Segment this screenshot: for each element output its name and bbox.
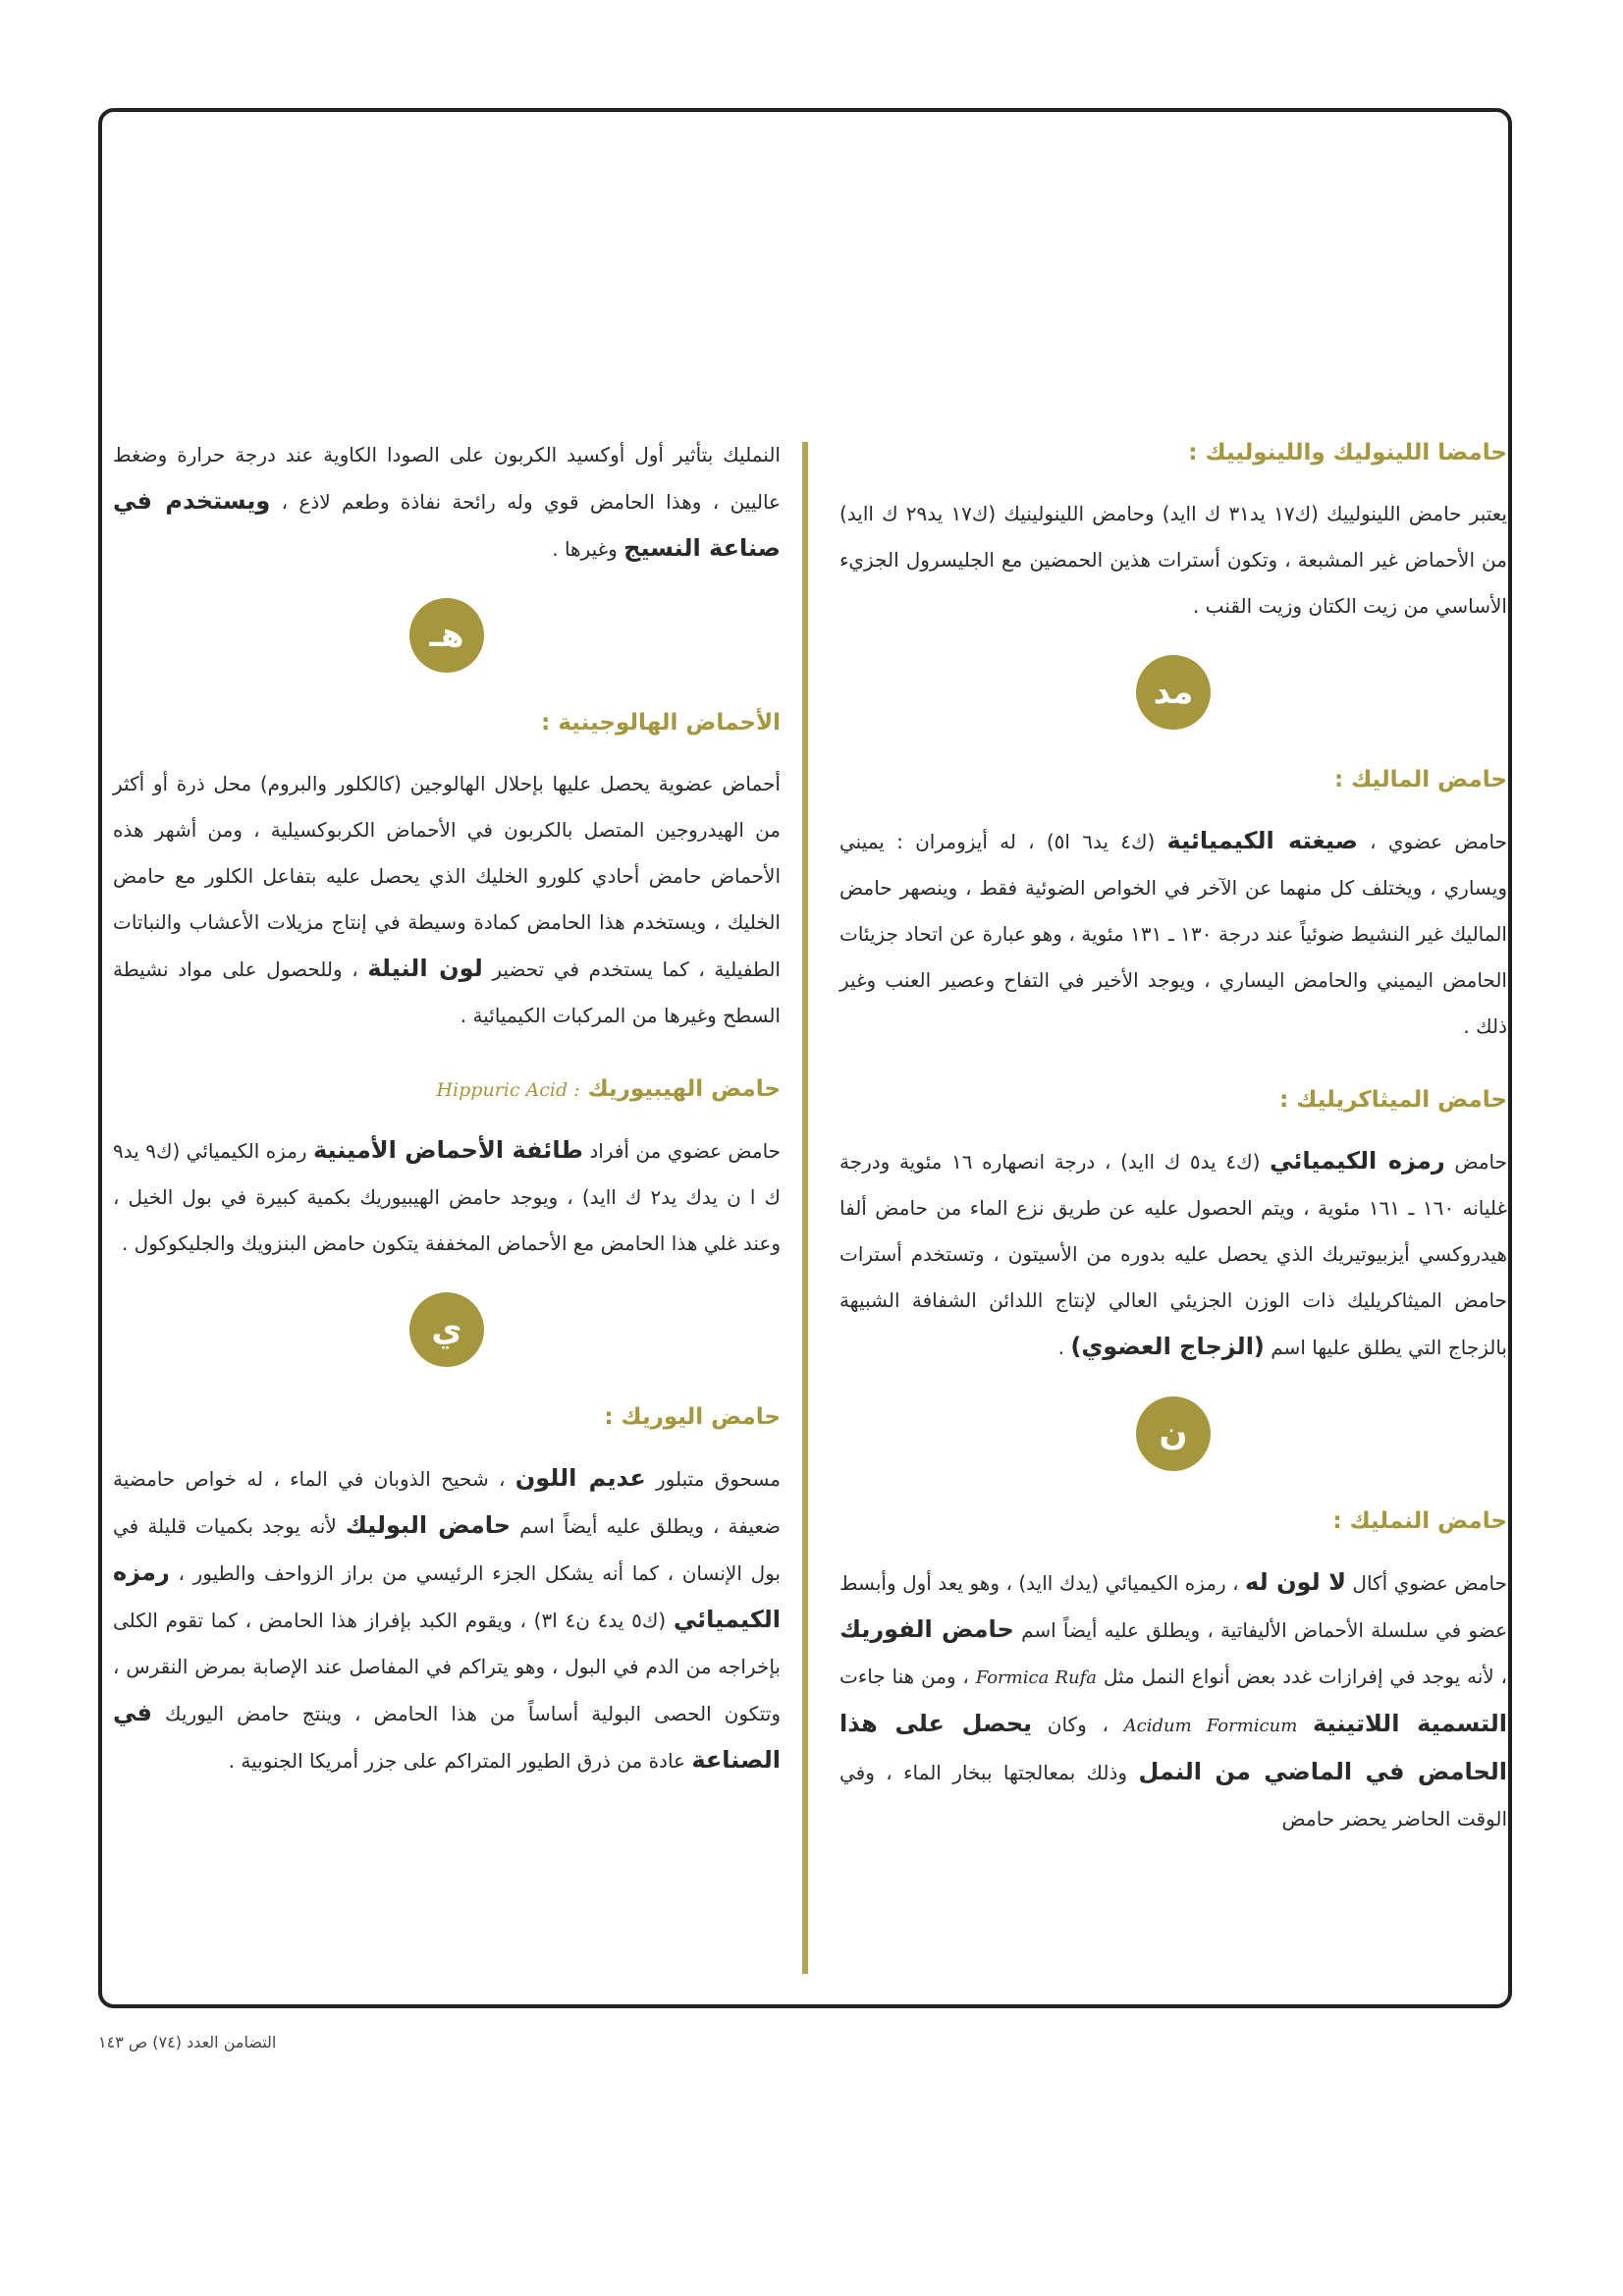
heading-formic: حامض النمليك : bbox=[1332, 1508, 1507, 1534]
heading-malic: حامض الماليك : bbox=[1333, 767, 1507, 793]
emblem-letter: ن bbox=[1159, 1414, 1188, 1453]
body-malic: حامض عضوي ، صيغته الكيميائية (ك٤ يد٦ ا٥) ، له أيزومران : يميني ويساري ، ويختلف كل منهما عن الآخر في الخواص الضوئية فقط ، وينصهر حامض الماليك غير النشيط ضوئياً عند درجة ١٣٠ ـ ١٣١ مئوية ، وهو عبارة عن اتحاد جزيئات الحامض اليميني والحامض اليساري ، ويوجد الأخير في التفاح وعصير العنب وغير ذلك . bbox=[839, 827, 1507, 1038]
section-emblem-icon bbox=[409, 598, 484, 673]
emblem-letter: هـ bbox=[429, 616, 464, 655]
heading-methacrylic: حامض الميثاكريليك : bbox=[1279, 1087, 1507, 1113]
emblem-letter: ي bbox=[431, 1310, 462, 1349]
left-column bbox=[113, 432, 781, 1784]
body-halogen-acids: أحماض عضوية يحصل عليها بإحلال الهالوجين (كالكلور والبروم) محل ذرة أو أكثر من الهيدروجين المتصل بالكربون في الأحماض الكربوكسيلية ، ومن أشهر هذه الأحماض حامض أحادي كلورو الخليك الذي يحصل عليه بتفاعل الكلور مع حامض الخليك ، ويستخدم هذا الحامض كمادة وسيطة في إنتاج مزيلات الأعشاب والنباتات الطفيلية ، كما يستخدم في تحضير لون النيلة ، وللحصول على مواد نشيطة السطح وغيرها من المركبات الكيميائية . bbox=[113, 772, 781, 1027]
heading-uric: حامض اليوريك : bbox=[604, 1404, 781, 1430]
section-emblem-icon bbox=[1136, 1396, 1211, 1471]
body-linoleic: يعتبر حامض اللينولييك (ك١٧ يد٣١ ك اايد) وحامض اللينولينيك (ك١٧ يد٢٩ ك اايد) من الأحماض غير المشبعة ، وتكون أسترات هذين الحمضين مع الجليسرول الجزيء الأساسي من زيت الكتان وزيت القنب . bbox=[839, 502, 1507, 618]
body-uric: مسحوق متبلور عديم اللون ، شحيح الذوبان في الماء ، له خواص حامضية ضعيفة ، ويطلق عليه أيضاً اسم حامض البوليك لأنه يوجد بكميات قليلة في بول الإنسان ، كما أنه يشكل الجزء الرئيسي من براز الزواحف والطيور ، رمزه الكيميائي (ك٥ يد٤ ن٤ ا٣) ، ويقوم الكبد بإفراز هذا الحامض ، كما تقوم الكلى بإخراجه من الدم في البول ، وهو يتراكم في المفاصل عند الإصابة بمرض النقرس ، وتتكون الحصى البولية أساساً من هذا الحامض ، وينتج حامض اليوريك في الصناعة عادة من ذرق الطيور المتراكم على جزر أمريكا الجنوبية . bbox=[113, 1464, 782, 1774]
section-emblem-icon bbox=[409, 1292, 484, 1367]
right-column bbox=[839, 432, 1507, 1842]
body-hippuric: حامض عضوي من أفراد طائفة الأحماض الأمينية رمزه الكيميائي (ك٩ يد٩ ك ا ن يدك يد٢ ك اايد) ، ويوجد حامض الهيبيوريك بكمية كبيرة في بول الخيل ، وعند غلي هذا الحامض مع الأحماض المخففة يتكون حامض البنزويك والجليكوكول . bbox=[113, 1136, 782, 1255]
heading-halogen-acids: الأحماض الهالوجينية : bbox=[541, 710, 781, 736]
body-formic-continued: النمليك بتأثير أول أوكسيد الكربون على الصودا الكاوية عند درجة حرارة وضغط عاليين ، وهذا الحامض قوي وله رائحة نفاذة وطعم لاذع ، ويستخدم في صناعة النسيج وغيرها . bbox=[113, 443, 781, 562]
emblem-letter: مد bbox=[1153, 673, 1194, 712]
column-divider bbox=[802, 442, 808, 1974]
body-methacrylic: حامض رمزه الكيميائي (ك٤ يد٥ ك اايد) ، درجة انصهاره ١٦ مئوية ودرجة غليانه ١٦٠ ـ ١٦١ مئوية ، ويتم الحصول عليه عن طريق نزع الماء من حامض ألفا هيدروكسي أيزبيوتيريك الذي يحصل عليه بدوره من الأسيتون ، وتستخدم أسترات حامض الميثاكريليك ذات الوزن الجزيئي العالي لإنتاج اللدائن الشفافة الشبيهة بالزجاج التي يطلق عليها اسم (الزجاج العضوي) . bbox=[839, 1147, 1508, 1360]
section-emblem-icon bbox=[1136, 655, 1211, 730]
heading-hippuric: حامض الهيبيوريك Hippuric Acid : bbox=[436, 1076, 781, 1102]
page-footer: التضامن العدد (٧٤) ص ١٤٣ bbox=[98, 2033, 277, 2051]
body-formic: حامض عضوي أكال لا لون له ، رمزه الكيميائي (يدك اايد) ، وهو يعد أول وأبسط عضو في سلسلة الأحماض الأليفاتية ، ويطلق عليه أيضاً اسم حامض الفوريك ، لأنه يوجد في إفرازات غدد بعض أنواع النمل مثل Formica Rufa ، ومن هنا جاءت التسمية اللاتينية Acidum Formicum ، وكان يحصل على هذا الحامض في الماضي من النمل وذلك بمعالجتها ببخار الماء ، وفي الوقت الحاضر يحضر حامض bbox=[839, 1568, 1508, 1831]
heading-linoleic: حامضا اللينوليك واللينولييك : bbox=[1188, 440, 1507, 465]
